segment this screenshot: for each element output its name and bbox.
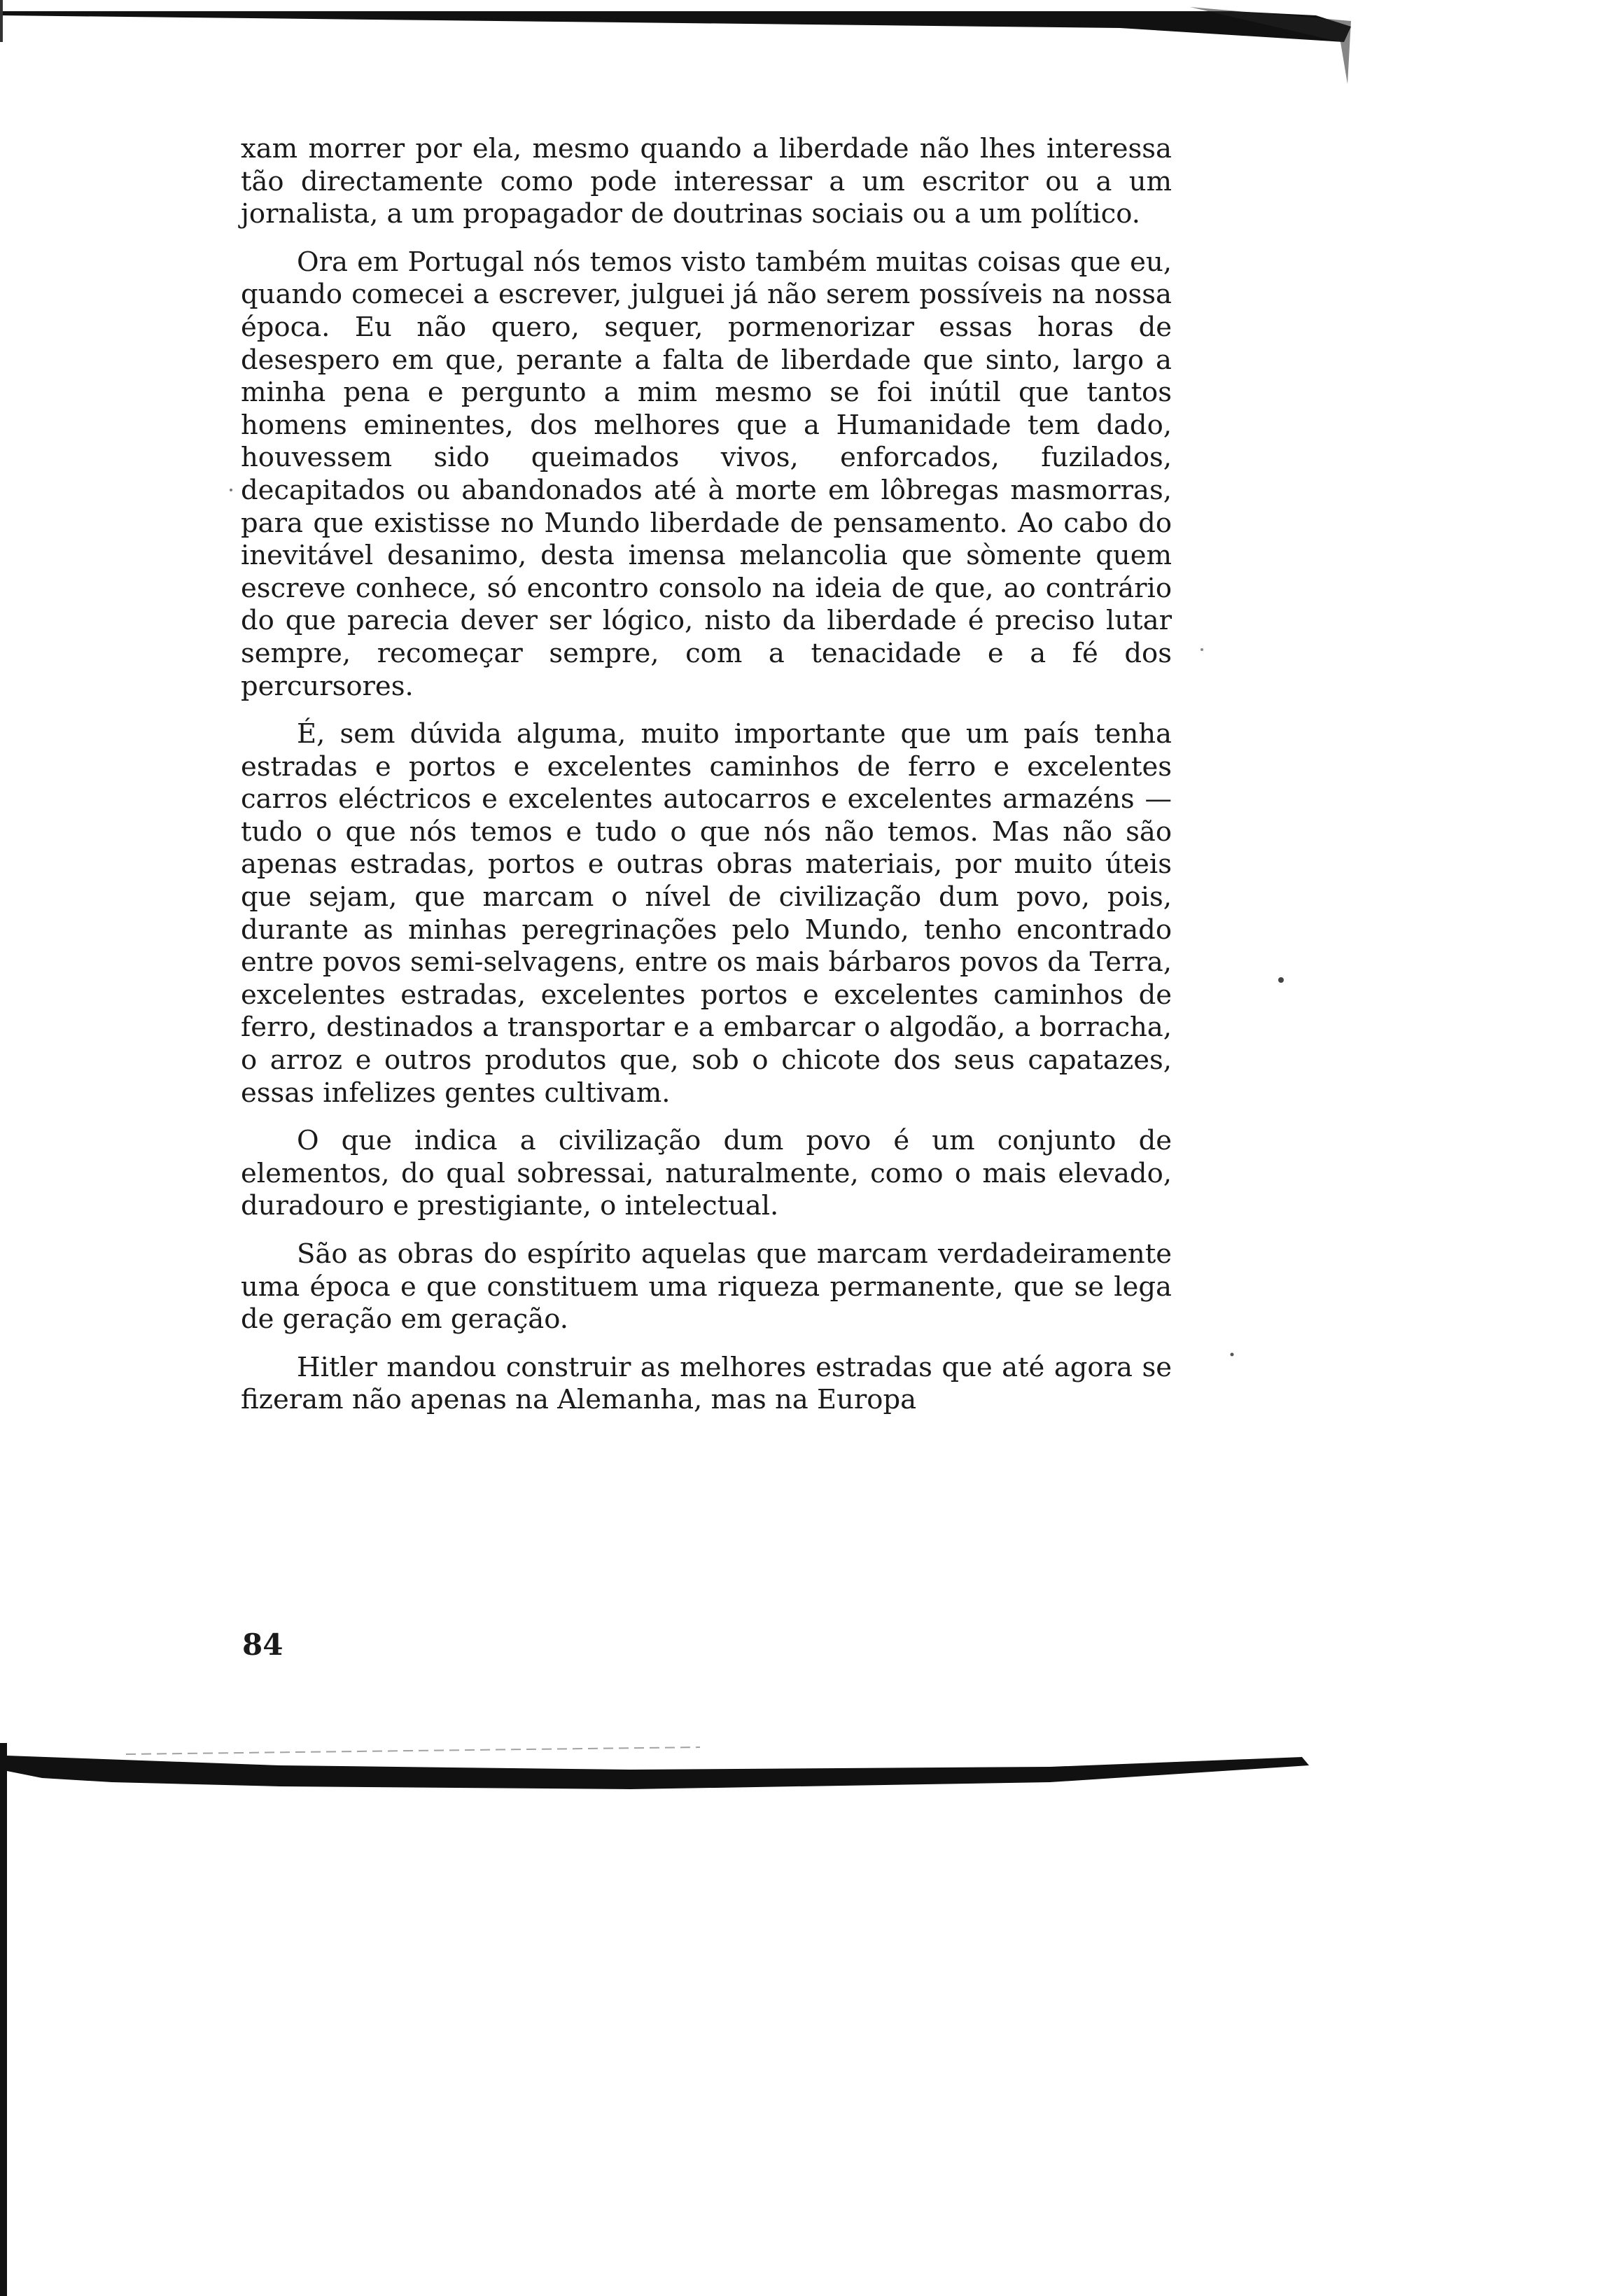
speck	[230, 489, 232, 491]
top-left-edge	[0, 0, 3, 42]
paragraph-civilizacao: O que indica a civilização dum povo é um conjunto de elementos, do qual sobressai, naturalmente, como o mais elevado, duradouro e prestigiante, o intelectual.	[241, 1125, 1172, 1222]
left-page-edge	[0, 1743, 7, 2296]
paragraph-estradas-portos: É, sem dúvida alguma, muito importante que um país tenha estradas e portos e excelentes caminhos de ferro e excelentes carros eléctricos e excelentes autocarros e excelentes armazéns — tudo o que nós temos e tudo o que nós não temos. Mas não são apenas estradas, portos e outras obras materiais, por muito úteis que sejam, que marcam o nível de civilização dum povo, pois, durante as minhas peregrinações pelo Mundo, tenho encontrado entre povos semi-selvagens, entre os mais bárbaros povos da Terra, excelentes estradas, excelentes portos e excelentes caminhos de ferro, destinados a transportar e a embarcar o algodão, a borracha, o arroz e outros produtos que, sob o chicote dos seus capatazes, essas infelizes gentes cultivam.	[241, 718, 1172, 1109]
body-text	[241, 133, 1172, 1417]
speck	[1278, 977, 1284, 983]
page-number: 84	[242, 1628, 284, 1662]
paragraph-hitler-estradas: Hitler mandou construir as melhores estradas que até agora se fizeram não apenas na Alemanha, mas na Europa	[241, 1351, 1172, 1416]
speck	[1200, 648, 1203, 651]
top-border-line	[0, 11, 1351, 42]
bottom-band	[7, 1756, 1309, 1789]
paragraph-continuation: xam morrer por ela, mesmo quando a liberdade não lhes interessa tão directamente como pode interessar a um escritor ou a um jornalista, a um propagador de doutrinas sociais ou a um político.	[241, 133, 1172, 230]
bottom-faint-line	[126, 1747, 700, 1754]
speck	[1231, 1353, 1234, 1357]
paragraph-obras-espirito: São as obras do espírito aquelas que marcam verdadeiramente uma época e que constituem uma riqueza permanente, que se lega de geração em geração.	[241, 1238, 1172, 1336]
paragraph-portugal-liberdade: Ora em Portugal nós temos visto também muitas coisas que eu, quando comecei a escrever, julguei já não serem possíveis na nossa época. Eu não quero, sequer, pormenorizar essas horas de desespero em que, perante a falta de liberdade que sinto, largo a minha pena e pergunto a mim mesmo se foi inútil que tantos homens eminentes, dos melhores que a Humanidade tem dado, houvessem sido queimados vivos, enforcados, fuzilados, decapitados ou abandonados até à morte em lôbregas masmorras, para que existisse no Mundo liberdade de pensamento. Ao cabo do inevitável desanimo, desta imensa melancolia que sòmente quem escreve conhece, só encontro consolo na ideia de que, ao contrário do que parecia dever ser lógico, nisto da liberdade é preciso lutar sempre, recomeçar sempre, com a tenacidade e a fé dos percursores.	[241, 246, 1172, 702]
